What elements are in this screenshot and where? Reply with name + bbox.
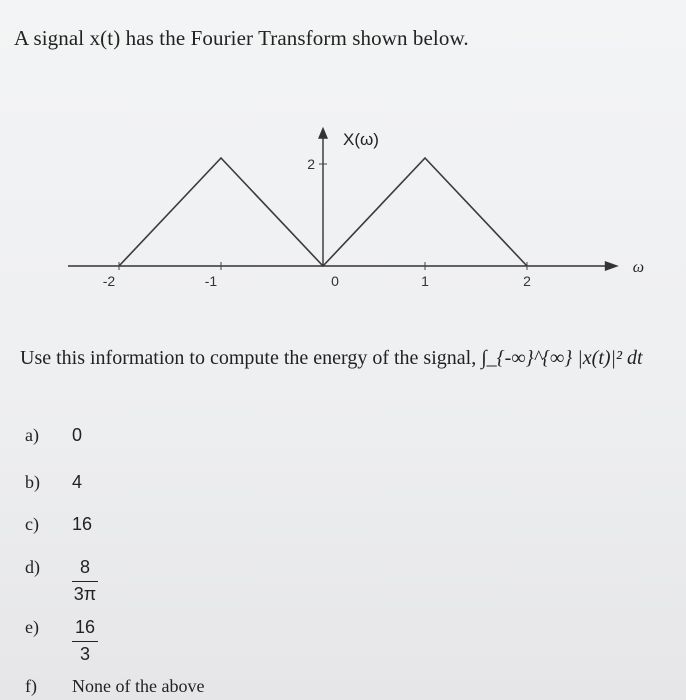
graph-labels	[103, 130, 644, 289]
question-text	[20, 347, 643, 370]
y-axis-label: X(ω)	[343, 129, 379, 149]
fraction-bar	[72, 641, 98, 642]
option-d-numerator: 8	[79, 557, 90, 577]
problem-intro: A signal x(t) has the Fourier Transform shown below.	[14, 26, 469, 50]
energy-integral: ∫_{-∞}^{∞} |x(t)|² dt	[481, 347, 643, 369]
option-c-label: c)	[25, 514, 39, 534]
option-f-value: None of the above	[72, 676, 205, 696]
option-d-denominator: 3π	[73, 584, 97, 604]
option-e-fraction	[72, 617, 98, 665]
option-d-label: d)	[25, 557, 40, 577]
x-axis-label: ω	[632, 259, 645, 276]
option-d-fraction	[72, 557, 98, 605]
fourier-transform-graph	[0, 70, 686, 300]
question-prompt: Use this information to compute the energy of the signal,	[20, 347, 477, 369]
option-b-value: 4	[72, 472, 83, 492]
x-tick-label: -2	[102, 273, 116, 289]
option-a-label: a)	[25, 425, 39, 445]
option-b-label: b)	[25, 472, 40, 492]
option-e-denominator: 3	[79, 644, 90, 664]
fraction-bar	[72, 581, 98, 582]
option-c-value: 16	[72, 514, 93, 534]
x-axis-arrow	[605, 261, 619, 271]
x-tick-label: 0	[331, 273, 339, 289]
x-tick-label: -1	[204, 273, 218, 289]
x-tick-label: 2	[523, 273, 531, 289]
option-f-label: f)	[25, 676, 37, 696]
option-a-value: 0	[72, 425, 83, 445]
option-e-label: e)	[25, 617, 39, 637]
y-tick-label: 2	[307, 156, 315, 172]
x-tick-label: 1	[421, 273, 429, 289]
option-e-numerator: 16	[74, 617, 96, 637]
y-axis-arrow	[318, 127, 328, 139]
